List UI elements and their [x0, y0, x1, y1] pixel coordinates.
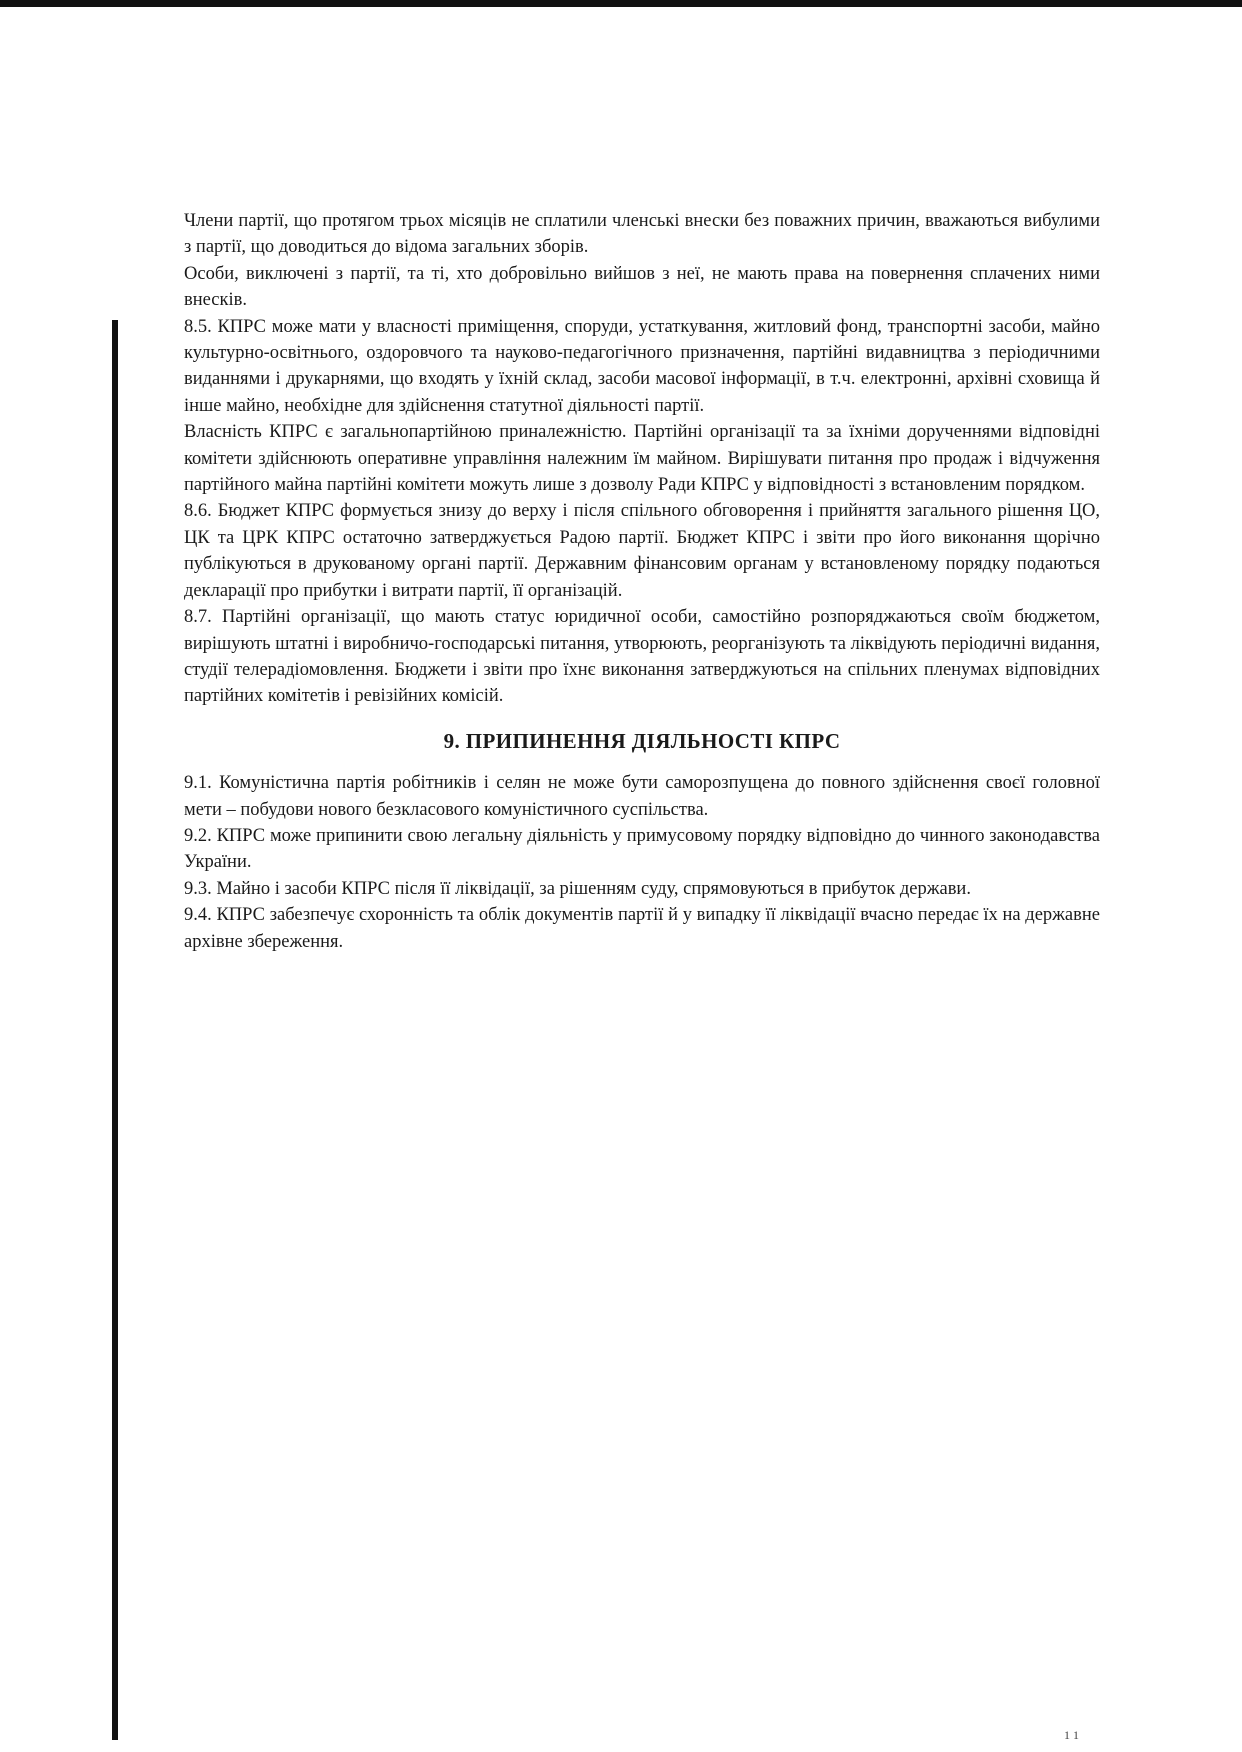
scan-edge-top [0, 0, 1242, 7]
paragraph: 8.5. КПРС може мати у власності приміщення, споруди, устаткування, житловий фонд, транспортні засоби, майно культурно-освітнього, оздоровчого та науково-педагогічного призначення, партійні видавництва з періодичними виданнями і друкарнями, що входять у їхній склад, засоби масової інформації, в т.ч. електронні, архівні сховища й інше майно, необхідне для здійснення статутної діяльності партії. [184, 316, 1100, 416]
paragraph: Особи, виключені з партії, та ті, хто добровільно вийшов з неї, не мають права на повернення сплачених ними внесків. [184, 263, 1100, 311]
footer-mark: 1 1 [1064, 1728, 1079, 1742]
paragraph: Власність КПРС є загальнопартійною приналежністю. Партійні організації та за їхніми дорученнями відповідні комітети здійснюють оперативне управління належним їм майном. Вирішувати питання про продаж і відчуження партійного майна партійні комітети можуть лише з дозволу Ради КПРС у відповідності з встановленим порядком. [184, 422, 1100, 496]
paragraph: 8.7. Партійні організації, що мають статус юридичної особи, самостійно розпоряджаються своїм бюджетом, вирішують штатні і виробничо-господарські питання, утворюють, реорганізують та ліквідують періодичні видання, студії телерадіомовлення. Бюджети і звіти про їхнє виконання затверджуються на спільних пленумах відповідних партійних комітетів і ревізійних комісій. [184, 607, 1100, 707]
paragraph: 9.1. Комуністична партія робітників і селян не може бути саморозпущена до повного здійснення своєї головної мети – побудови нового безкласового комуністичного суспільства. [184, 773, 1100, 820]
paragraph: 9.3. Майно і засоби КПРС після її ліквідації, за рішенням суду, спрямовуються в прибуток держави. [184, 878, 971, 899]
paragraph: 8.6. Бюджет КПРС формується знизу до верху і після спільного обговорення і прийняття загального рішення ЦО, ЦК та ЦРК КПРС остаточно затверджується Радою партії. Бюджет КПРС і звіти про його виконання щорічно публікуються в друкованому органі партії. Державним фінансовим органам у встановленому порядку подаються декларації про прибутки і витрати партії, її організацій. [184, 501, 1100, 601]
paragraph: 9.2. КПРС може припинити свою легальну діяльність у примусовому порядку відповідно до чинного законодавства України. [184, 825, 1100, 873]
paragraph: Члени партії, що протягом трьох місяців не сплатили членські внески без поважних причин, вважаються вибулими з партії, що доводиться до відома загальних зборів. [184, 211, 1100, 258]
scan-edge-left [112, 320, 118, 1740]
document-body [184, 208, 1100, 955]
paragraph: 9.4. КПРС забезпечує схоронність та облік документів партії й у випадку її ліквідації вчасно передає їх на державне архівне збереження. [184, 905, 1100, 952]
section-heading: 9. ПРИПИНЕННЯ ДІЯЛЬНОСТІ КПРС [443, 728, 841, 753]
